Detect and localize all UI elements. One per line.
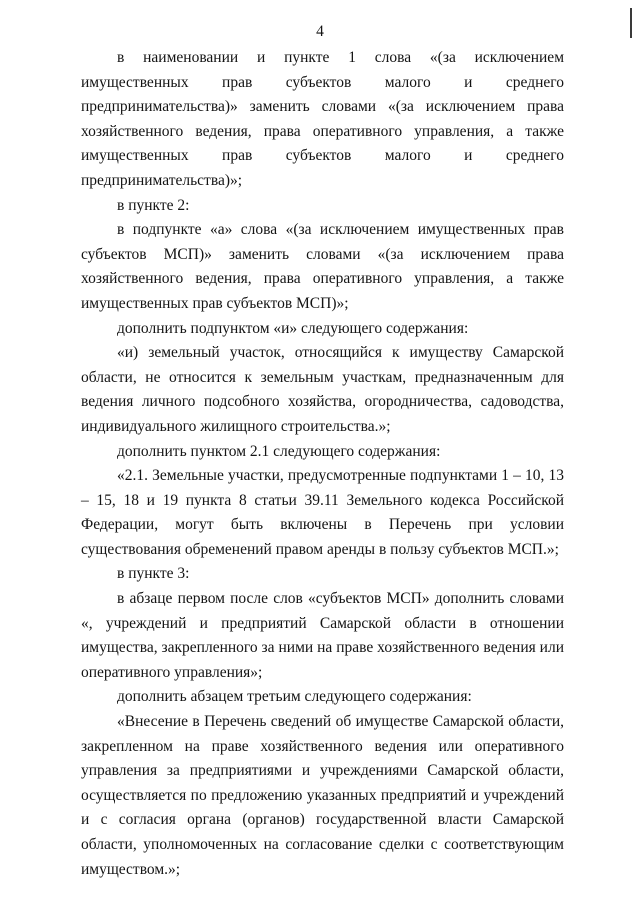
paragraph-third-clause-text: «Внесение в Перечень сведений об имуществе Самарской области, закрепленном на праве хозяйственного ведения или оперативного управления за предприятиями и учреждениями Самарской области, осуществляется по предложению указанных предприятий и учреждений и с согласия органа (органов) государственной власти Самарской области, уполномоченных на согласование сделки с соответствующим имуществом.»; <box>81 713 564 878</box>
scan-edge-mark <box>630 8 632 38</box>
paragraph-subpoint-i-text: «и) земельный участок, относящийся к имуществу Самарской области, не относится к земельным участкам, предназначенным для ведения личного подсобного хозяйства, огородничества, садоводства, индивидуального жилищного строительства.»; <box>81 344 564 435</box>
paragraph-point-3-heading: в пункте 3: <box>117 565 190 583</box>
paragraph-add-subpoint-i: дополнить подпунктом «и» следующего содержания: <box>117 319 469 337</box>
paragraph-amend-title: в наименовании и пункте 1 слова «(за исключением имущественных прав субъектов малого и среднего предпринимательства)» заменить словами «(за исключением права хозяйственного ведения, права оперативного управления, а также имущественных прав субъектов малого и среднего предпринимательства)»; <box>81 49 564 189</box>
paragraph-point-2-1-text: «2.1. Земельные участки, предусмотренные подпунктами 1 – 10, 13 – 15, 18 и 19 пункта 8 статьи 39.11 Земельного кодекса Российской Федерации, могут быть включены в Перечень при условии существования обременений правом аренды в пользу субъектов МСП.»; <box>81 467 564 558</box>
document-body <box>81 46 564 882</box>
paragraph-subpoint-a: в подпункте «а» слова «(за исключением имущественных прав субъектов МСП)» заменить словами «(за исключением права хозяйственного ведения, права оперативного управления, а также имущественных прав субъектов МСП)»; <box>81 221 564 312</box>
paragraph-point-3-first: в абзаце первом после слов «субъектов МСП» дополнить словами «, учреждений и предприятий Самарской области в отношении имущества, закрепленного за ними на праве хозяйственного ведения или оперативного управления»; <box>81 590 564 681</box>
paragraph-point-2-heading: в пункте 2: <box>117 196 190 214</box>
paragraph-add-point-2-1: дополнить пунктом 2.1 следующего содержания: <box>117 442 441 460</box>
page-number: 4 <box>316 23 324 40</box>
paragraph-add-third-clause: дополнить абзацем третьим следующего содержания: <box>117 688 472 706</box>
